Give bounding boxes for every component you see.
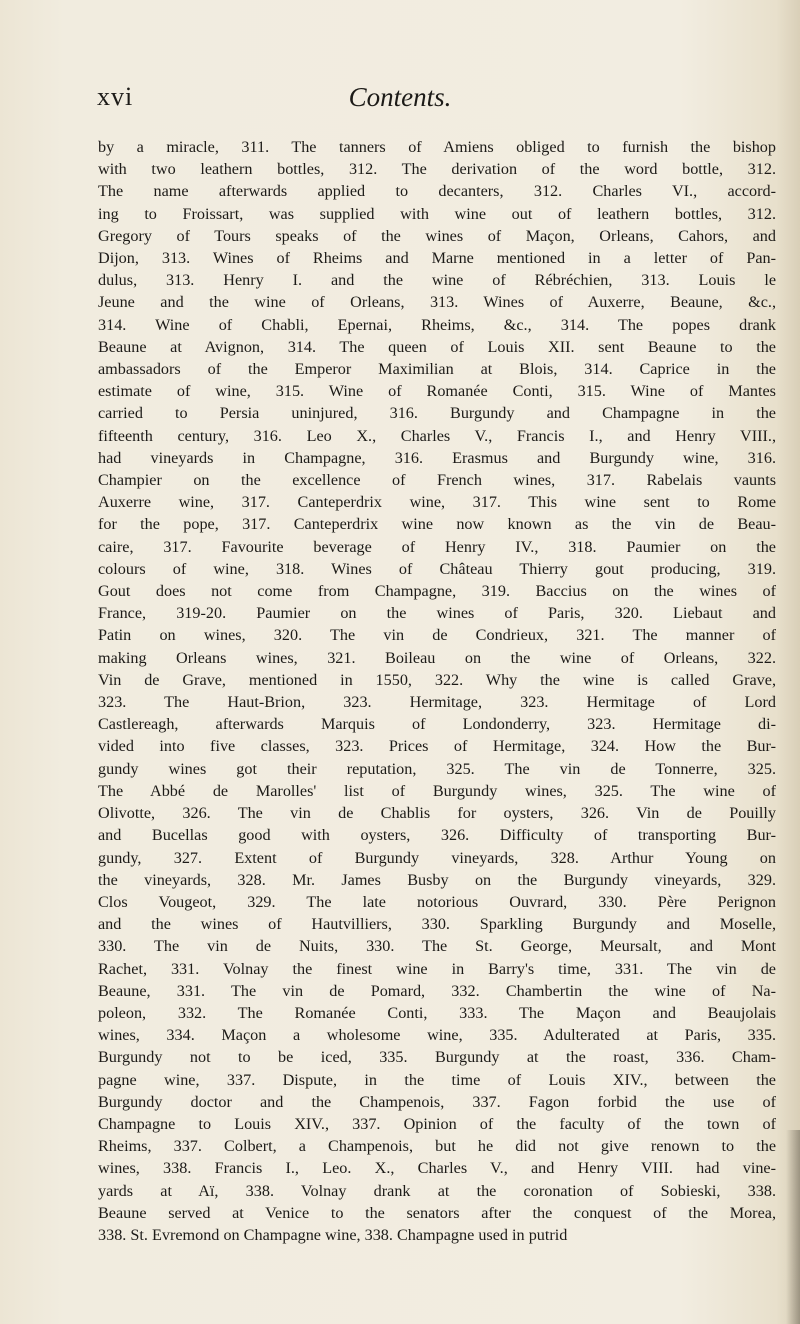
text-line: 338. St. Evremond on Champagne wine, 338. Champagne used in putrid: [98, 1225, 568, 1244]
text-line: ing to Froissart, was supplied with wine out of leathern bottles, 312.: [98, 204, 776, 223]
text-line: colours of wine, 318. Wines of Château Thierry gout producing, 319.: [98, 559, 776, 578]
text-line: caire, 317. Favourite beverage of Henry IV., 318. Paumier on the: [98, 537, 776, 556]
text-line: 330. The vin de Nuits, 330. The St. George, Meursalt, and Mont: [98, 937, 776, 956]
page-edge-shadow: [786, 1130, 800, 1324]
text-line: Vin de Grave, mentioned in 1550, 322. Why the wine is called Grave,: [98, 670, 776, 689]
text-line: Rheims, 337. Colbert, a Champenois, but he did not give renown to the: [98, 1137, 776, 1156]
text-line: Beaune served at Venice to the senators after the conquest of the Morea,: [98, 1203, 776, 1222]
text-line: gundy, 327. Extent of Burgundy vineyards, 328. Arthur Young on: [98, 848, 776, 867]
text-line: for the pope, 317. Canteperdrix wine now known as the vin de Beau-: [98, 515, 776, 534]
text-line: ambassadors of the Emperor Maximilian at Blois, 314. Caprice in the: [98, 360, 776, 379]
text-line: carried to Persia uninjured, 316. Burgundy and Champagne in the: [98, 404, 776, 423]
text-line: gundy wines got their reputation, 325. The vin de Tonnerre, 325.: [98, 759, 776, 778]
text-line: and Bucellas good with oysters, 326. Difficulty of transporting Bur-: [98, 826, 776, 845]
text-line: and the wines of Hautvilliers, 330. Sparkling Burgundy and Moselle,: [98, 915, 776, 934]
text-line: Rachet, 331. Volnay the finest wine in Barry's time, 331. The vin de: [98, 959, 776, 978]
text-line: Burgundy doctor and the Champenois, 337. Fagon forbid the use of: [98, 1092, 776, 1111]
text-line: Olivotte, 326. The vin de Chablis for oysters, 326. Vin de Pouilly: [98, 804, 776, 823]
text-line: Jeune and the wine of Orleans, 313. Wines of Auxerre, Beaune, &c.,: [98, 293, 776, 312]
text-line: by a miracle, 311. The tanners of Amiens obliged to furnish the bishop: [98, 138, 776, 156]
text-line: The Abbé de Marolles' list of Burgundy wines, 325. The wine of: [98, 781, 776, 800]
text-line: estimate of wine, 315. Wine of Romanée Conti, 315. Wine of Mantes: [98, 382, 776, 401]
text-line: vided into five classes, 323. Prices of Hermitage, 324. How the Bur-: [98, 737, 776, 756]
text-line: yards at Aï, 338. Volnay drank at the coronation of Sobieski, 338.: [98, 1181, 776, 1200]
text-line: making Orleans wines, 321. Boileau on the wine of Orleans, 322.: [98, 648, 776, 667]
text-line: Clos Vougeot, 329. The late notorious Ouvrard, 330. Père Perignon: [98, 892, 776, 911]
text-line: Burgundy not to be iced, 335. Burgundy at the roast, 336. Cham-: [98, 1048, 776, 1067]
text-line: Patin on wines, 320. The vin de Condrieux, 321. The manner of: [98, 626, 776, 645]
running-title: Contents.: [348, 82, 452, 112]
contents-paragraph: [98, 136, 776, 1246]
text-line: 323. The Haut-Brion, 323. Hermitage, 323. Hermitage of Lord: [98, 693, 776, 712]
text-line: France, 319-20. Paumier on the wines of Paris, 320. Liebaut and: [98, 604, 776, 623]
text-line: with two leathern bottles, 312. The derivation of the word bottle, 312.: [98, 160, 776, 179]
text-line: Auxerre wine, 317. Canteperdrix wine, 317. This wine sent to Rome: [98, 493, 776, 512]
text-line: pagne wine, 337. Dispute, in the time of Louis XIV., between the: [98, 1070, 776, 1089]
text-line: Gregory of Tours speaks of the wines of Maçon, Orleans, Cahors, and: [98, 226, 776, 245]
text-line: Beaune, 331. The vin de Pomard, 332. Chambertin the wine of Na-: [98, 981, 776, 1000]
text-line: poleon, 332. The Romanée Conti, 333. The Maçon and Beaujolais: [98, 1003, 776, 1022]
text-line: Beaune at Avignon, 314. The queen of Louis XII. sent Beaune to the: [98, 337, 776, 356]
text-line: Champagne to Louis XIV., 337. Opinion of the faculty of the town of: [98, 1114, 776, 1133]
text-line: dulus, 313. Henry I. and the wine of Rébréchien, 313. Louis le: [98, 271, 776, 290]
text-line: The name afterwards applied to decanters, 312. Charles VI., accord-: [98, 182, 776, 201]
text-line: wines, 334. Maçon a wholesome wine, 335. Adulterated at Paris, 335.: [98, 1026, 776, 1045]
text-line: Gout does not come from Champagne, 319. Baccius on the wines of: [98, 582, 776, 601]
text-line: Dijon, 313. Wines of Rheims and Marne mentioned in a letter of Pan-: [98, 249, 776, 268]
text-line: Castlereagh, afterwards Marquis of Londonderry, 323. Hermitage di-: [98, 715, 776, 734]
text-line: had vineyards in Champagne, 316. Erasmus and Burgundy wine, 316.: [98, 448, 776, 467]
text-line: the vineyards, 328. Mr. James Busby on the Burgundy vineyards, 329.: [98, 870, 776, 889]
text-line: Champier on the excellence of French wines, 317. Rabelais vaunts: [98, 471, 776, 490]
text-line: wines, 338. Francis I., Leo. X., Charles V., and Henry VIII. had vine-: [98, 1159, 776, 1178]
page-header: [0, 82, 800, 122]
text-line: fifteenth century, 316. Leo X., Charles V., Francis I., and Henry VIII.,: [98, 426, 776, 445]
text-line: 314. Wine of Chabli, Epernai, Rheims, &c., 314. The popes drank: [98, 315, 776, 334]
page-number: xvi: [97, 82, 134, 111]
